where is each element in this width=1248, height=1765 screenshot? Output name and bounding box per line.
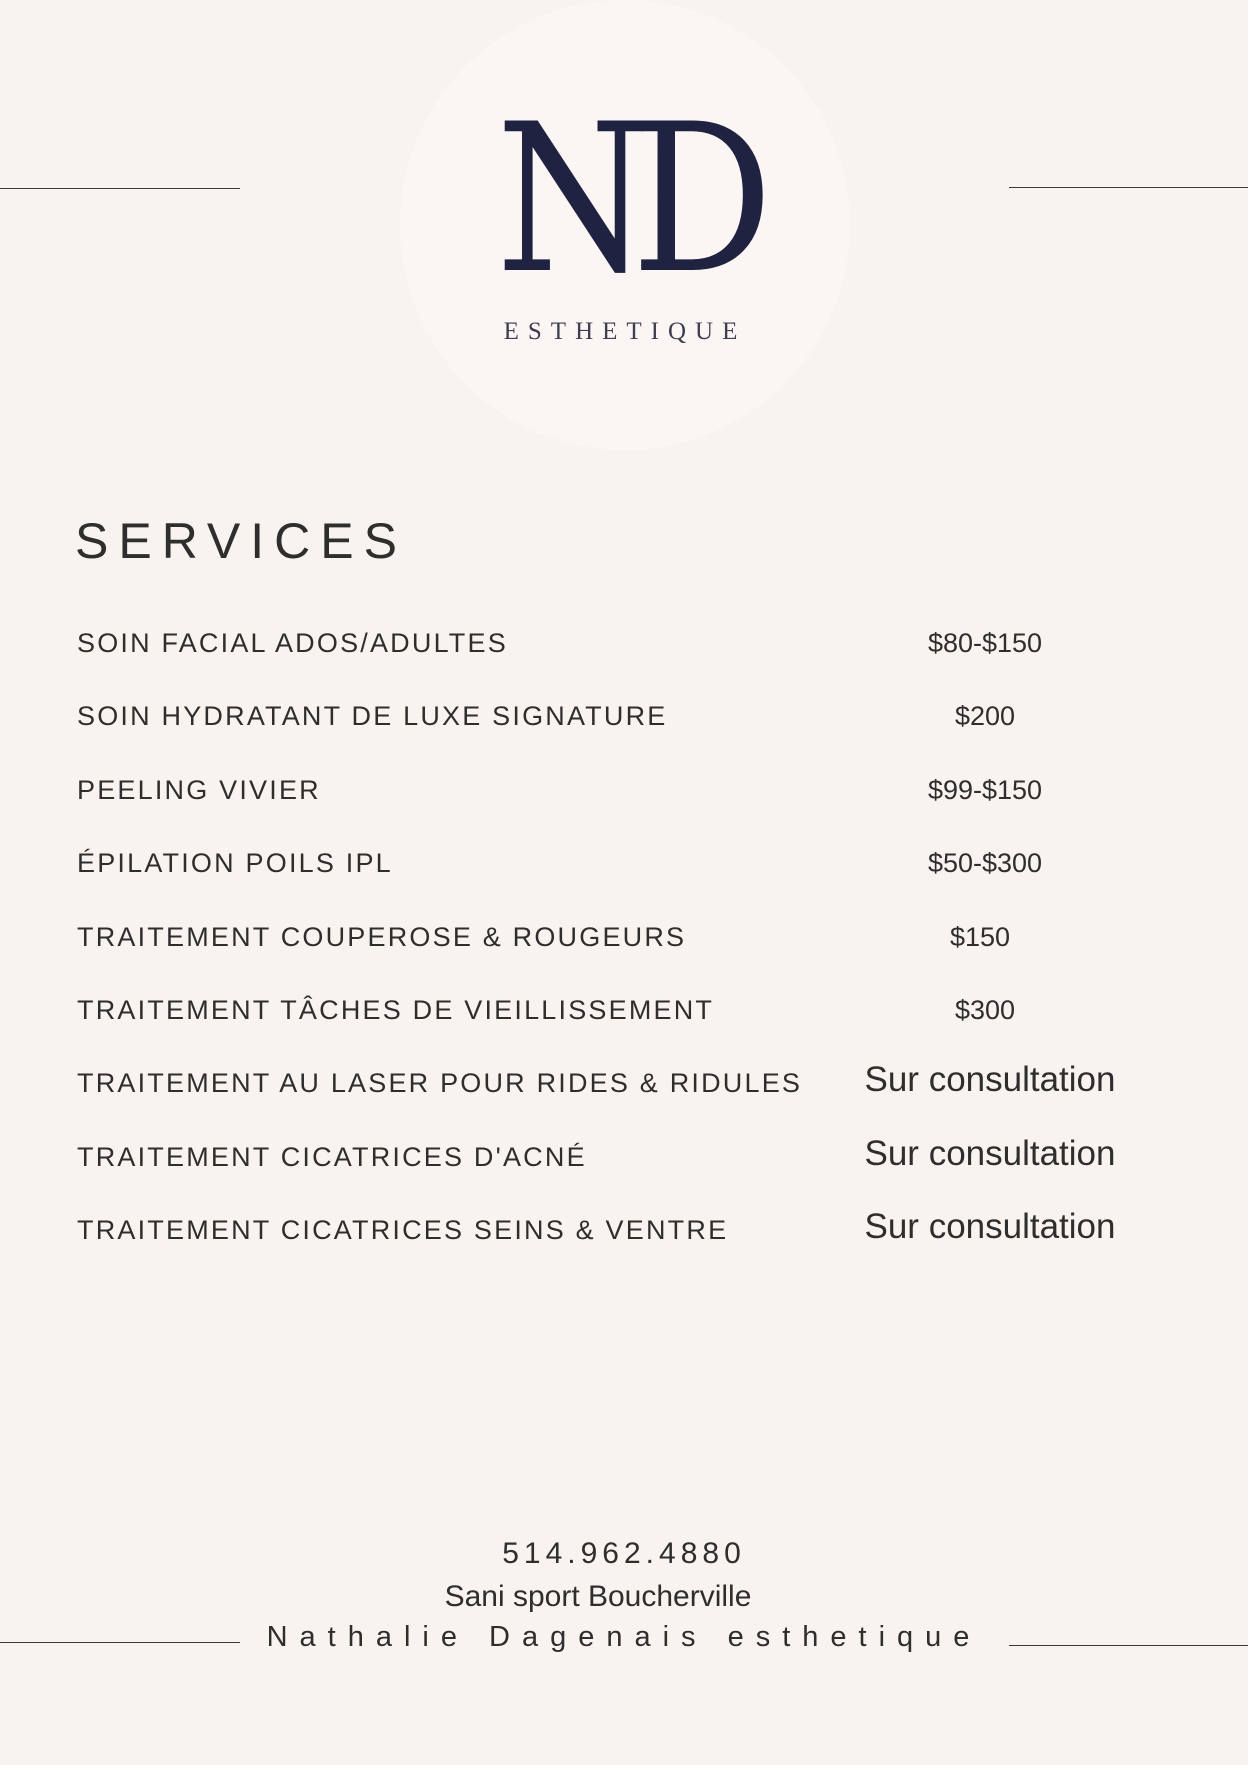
service-row <box>77 1207 1177 1280</box>
service-price: $150 <box>949 921 1011 952</box>
top-left-rule <box>0 188 240 189</box>
footer-phone: 514.962.4880 <box>502 1537 746 1570</box>
service-name: SOIN HYDRATANT DE LUXE SIGNATURE <box>77 701 668 732</box>
logo-monogram: ND <box>496 81 754 319</box>
services-title: SERVICES <box>75 513 407 569</box>
service-row <box>77 693 1177 766</box>
service-price: $50-$300 <box>927 848 1043 879</box>
service-price: Sur consultation <box>864 1207 1116 1247</box>
service-row <box>77 1134 1177 1207</box>
top-right-rule <box>1009 187 1248 188</box>
service-row <box>77 1060 1177 1133</box>
service-row <box>77 987 1177 1060</box>
service-price: $200 <box>954 701 1016 732</box>
service-name: TRAITEMENT CICATRICES SEINS & VENTRE <box>77 1215 729 1246</box>
service-name: TRAITEMENT COUPEROSE & ROUGEURS <box>77 921 687 952</box>
service-name: TRAITEMENT CICATRICES D'ACNÉ <box>77 1141 587 1172</box>
service-name: TRAITEMENT AU LASER POUR RIDES & RIDULES <box>77 1068 803 1099</box>
service-name: ÉPILATION POILS IPL <box>77 848 393 879</box>
service-name: PEELING VIVIER <box>77 774 321 805</box>
service-list <box>77 620 1177 1281</box>
footer-business-name: Nathalie Dagenais esthetique <box>266 1621 982 1653</box>
service-price: $99-$150 <box>927 774 1043 805</box>
service-name: SOIN FACIAL ADOS/ADULTES <box>77 628 508 658</box>
service-price: Sur consultation <box>864 1060 1116 1100</box>
service-price: $80-$150 <box>927 628 1043 658</box>
service-price: $300 <box>954 994 1016 1025</box>
service-row <box>77 914 1177 987</box>
service-row <box>77 767 1177 840</box>
footer-venue: Sani sport Boucherville <box>444 1580 752 1613</box>
service-price: Sur consultation <box>864 1133 1116 1173</box>
service-row <box>77 840 1177 913</box>
logo-subtitle: ESTHETIQUE <box>503 318 747 345</box>
service-name: TRAITEMENT TÂCHES DE VIEILLISSEMENT <box>77 994 715 1025</box>
service-row <box>77 620 1177 693</box>
